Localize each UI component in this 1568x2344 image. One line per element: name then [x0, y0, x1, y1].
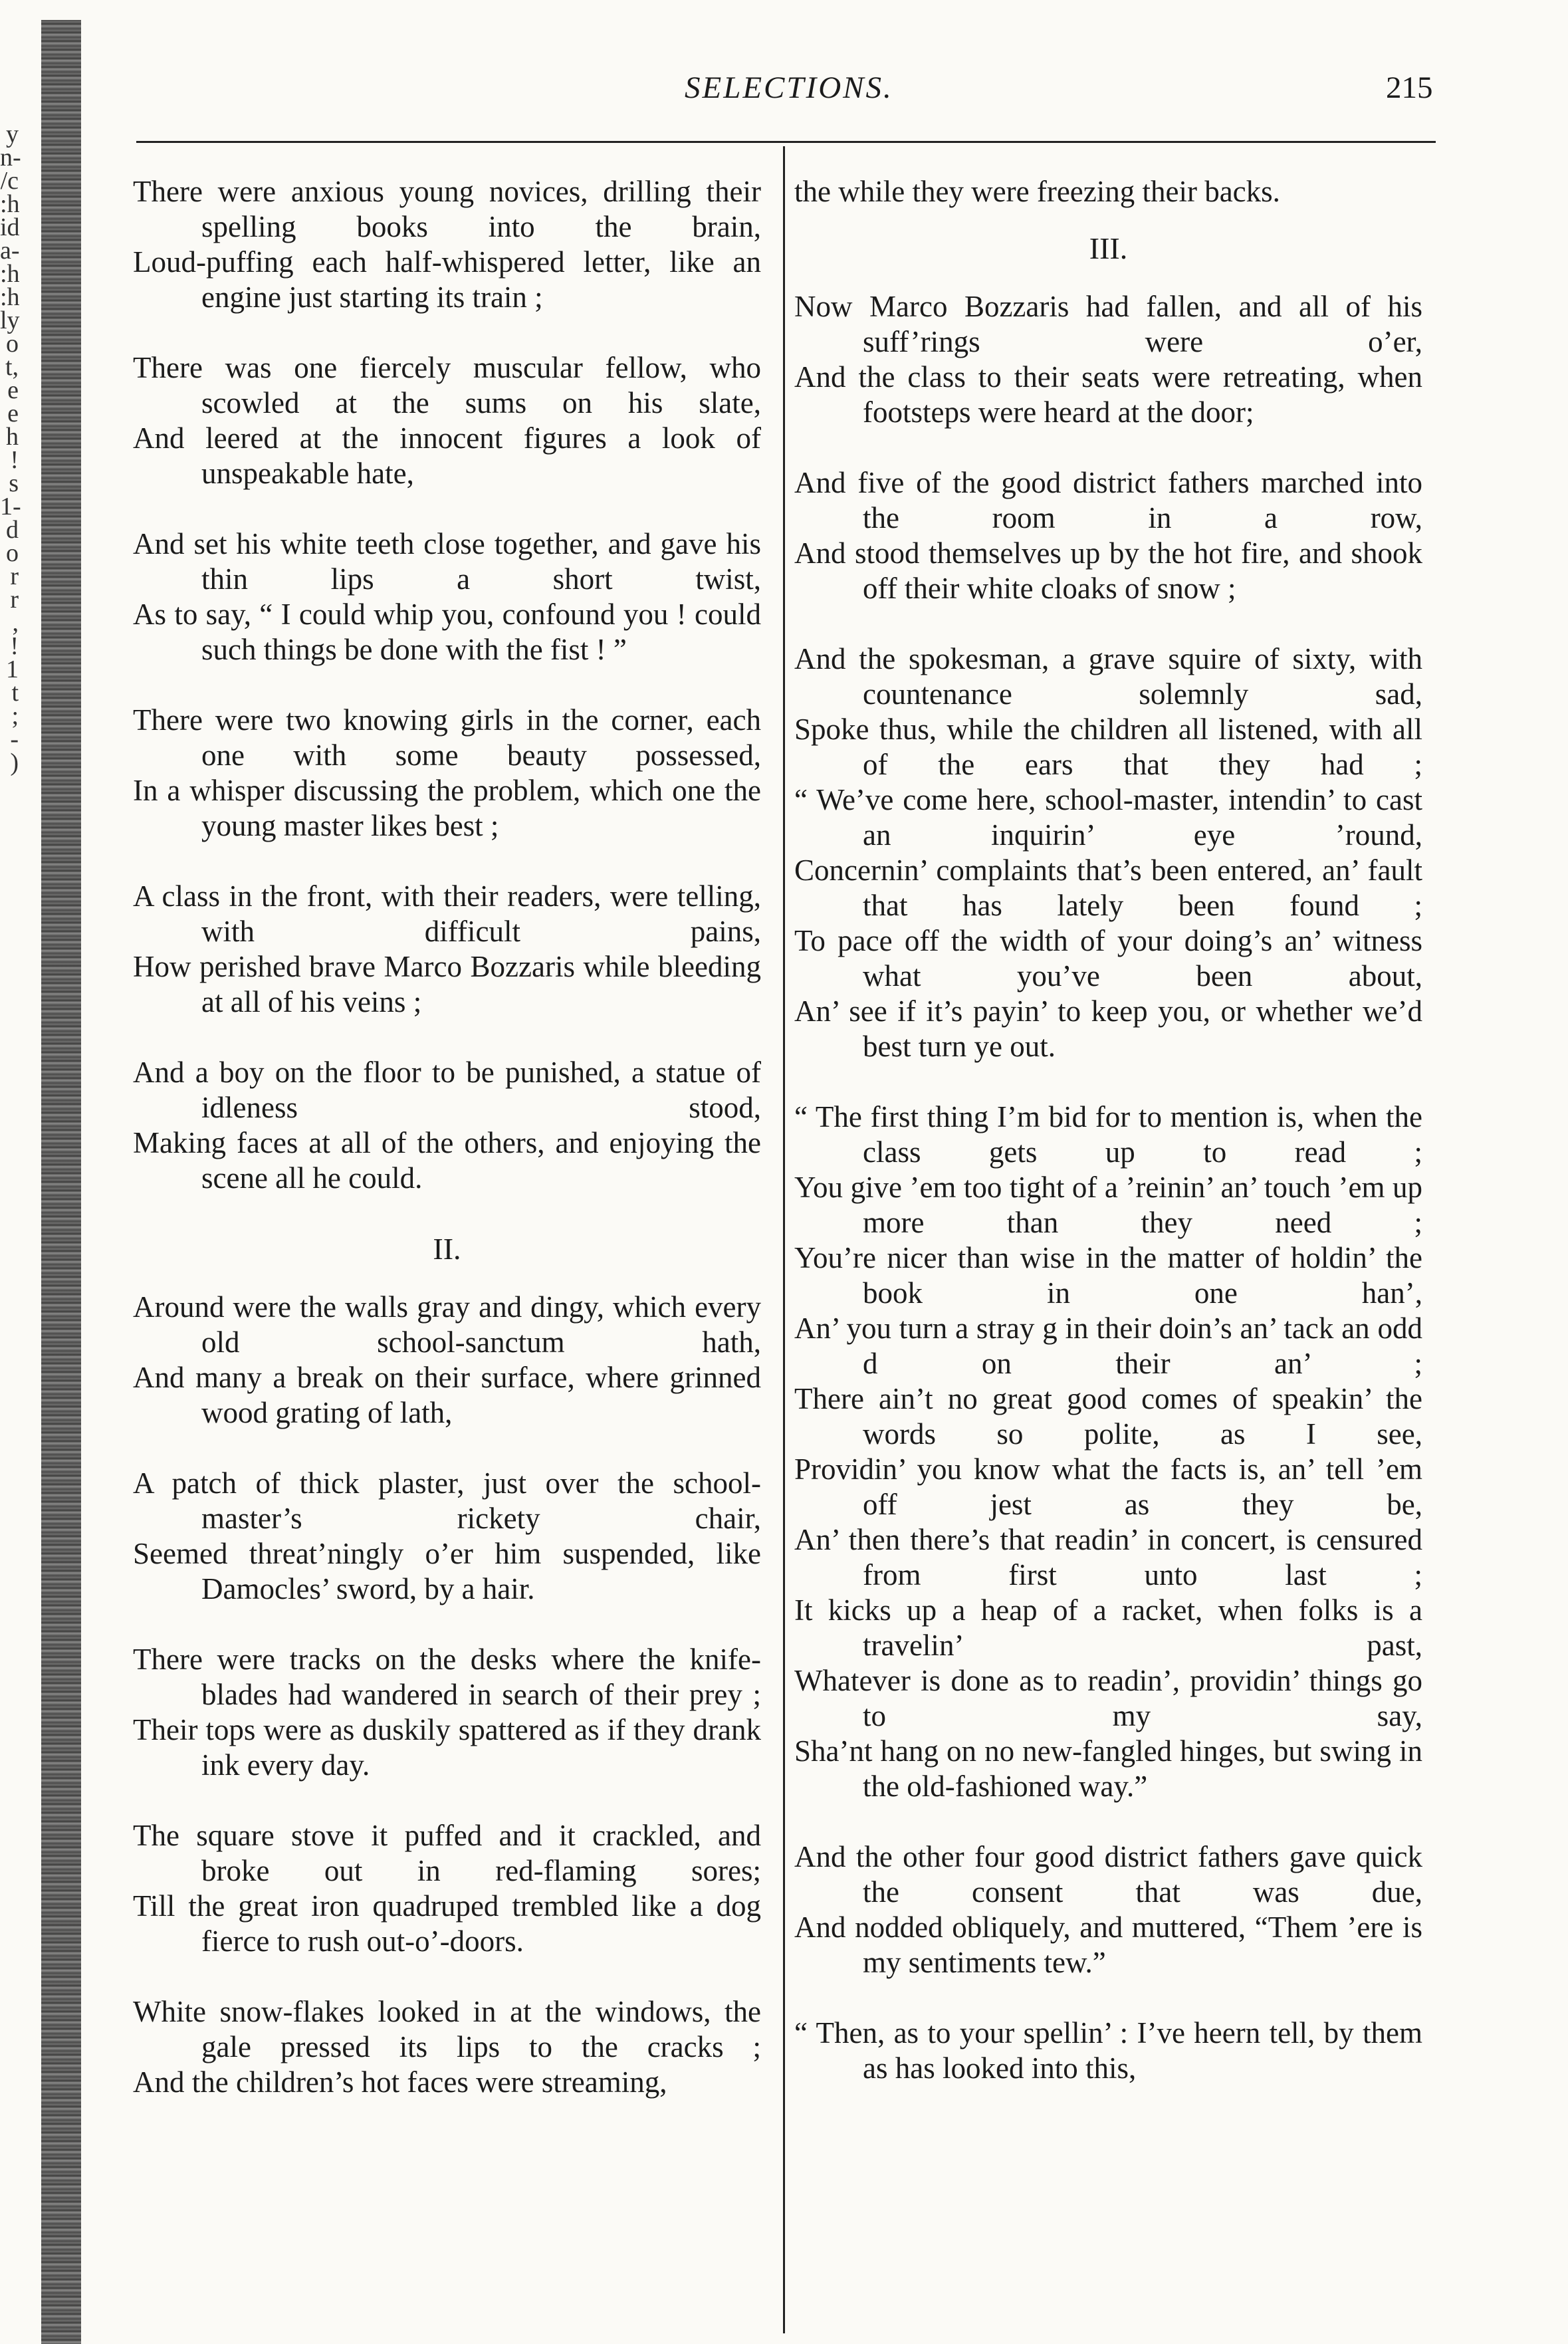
verse-line: To pace off the width of your doing’s an’ witness what you’ve been about,: [794, 924, 1422, 993]
running-head: SELECTIONS.: [685, 70, 893, 105]
section-heading-iii: III.: [1089, 231, 1128, 265]
left-stanza: [133, 174, 761, 315]
margin-fragment: r: [10, 586, 19, 614]
margin-fragment: :h: [0, 283, 20, 311]
margin-fragment: 1-: [0, 493, 21, 521]
verse-line: There ain’t no great good comes of speakin’ the words so polite, as I see,: [794, 1382, 1422, 1451]
margin-fragment: ): [10, 749, 19, 776]
left-stanza: [133, 350, 761, 491]
page-number: 215: [1386, 70, 1433, 105]
verse-line: Seemed threat’ningly o’er him suspended, like Damocles’ sword, by a hair.: [133, 1537, 761, 1605]
verse-line: And the spokesman, a grave squire of sixty, with countenance solemnly sad,: [794, 642, 1422, 711]
margin-fragment: r: [10, 562, 19, 590]
verse-line: Providin’ you know what the facts is, an’ tell ’em off jest as they be,: [794, 1453, 1422, 1521]
margin-fragment: n-: [0, 144, 21, 172]
margin-fragment: h: [6, 423, 19, 451]
margin-fragment: y: [6, 120, 19, 148]
margin-fragment: t,: [5, 353, 19, 381]
margin-fragment: -: [10, 725, 19, 753]
left-stanza: [133, 1290, 761, 1431]
verse-line: Concernin’ complaints that’s been entered, an’ fault that has lately been found ;: [794, 854, 1422, 922]
margin-fragment: d: [6, 516, 19, 544]
left-stanza: [133, 1994, 761, 2100]
verse-line: “ We’ve come here, school-master, intendin’ to cast an inquirin’ eye ’round,: [794, 783, 1422, 852]
verse-line: Making faces at all of the others, and enjoying the scene all he could.: [133, 1126, 761, 1195]
verse-line: An’ then there’s that readin’ in concert, is censured from first unto last ;: [794, 1523, 1422, 1591]
verse-line: And set his white teeth close together, and gave his thin lips a short twist,: [133, 527, 761, 596]
verse-line: And nodded obliquely, and muttered, “Them ’ere is my sentiments tew.”: [794, 1911, 1422, 1979]
right-stanza: [794, 465, 1422, 606]
verse-line: Whatever is done as to readin’, providin’ things go to my say,: [794, 1664, 1422, 1732]
verse-line: “ Then, as to your spellin’ : I’ve heern tell, by them as has looked into this,: [794, 2016, 1422, 2085]
verse-line: There were two knowing girls in the corner, each one with some beauty possessed,: [133, 703, 761, 772]
verse-line: Till the great iron quadruped trembled like a dog fierce to rush out-o’-doors.: [133, 1889, 761, 1958]
margin-fragment: a-: [0, 237, 20, 265]
section-heading-ii: II.: [433, 1232, 461, 1266]
verse-line: A class in the front, with their readers, were telling, with difficult pains,: [133, 879, 761, 948]
margin-fragment: o: [6, 330, 19, 358]
margin-fragment: /c: [0, 167, 19, 195]
verse-line: “ The first thing I’m bid for to mention is, when the class gets up to read ;: [794, 1100, 1422, 1169]
verse-line: Around were the walls gray and dingy, which every old school-sanctum hath,: [133, 1290, 761, 1359]
verse-line-continuation: the while they were freezing their backs.: [794, 175, 1280, 208]
verse-line: There were anxious young novices, drilling their spelling books into the brain,: [133, 175, 761, 243]
verse-line: Their tops were as duskily spattered as if they drank ink every day.: [133, 1713, 761, 1782]
verse-line: In a whisper discussing the problem, which one the young master likes best ;: [133, 774, 761, 842]
verse-line: And five of the good district fathers marched into the room in a row,: [794, 466, 1422, 534]
verse-line: And stood themselves up by the hot fire, and shook off their white cloaks of snow ;: [794, 536, 1422, 605]
verse-line: The square stove it puffed and it crackled, and broke out in red-flaming sores;: [133, 1819, 761, 1887]
margin-fragment: ;: [11, 702, 19, 730]
margin-fragment: !: [10, 446, 19, 474]
column-rule: [783, 146, 785, 2333]
right-stanza: [794, 2016, 1422, 2086]
verse-line: A patch of thick plaster, just over the school-master’s rickety chair,: [133, 1466, 761, 1535]
margin-fragment: o: [6, 539, 19, 567]
left-stanza: [133, 1466, 761, 1607]
left-stanza: [133, 879, 761, 1020]
verse-line: An’ you turn a stray g in their doin’s an’ tack an odd d on their an’ ;: [794, 1312, 1422, 1380]
verse-line: And the children’s hot faces were streaming,: [133, 2065, 667, 2099]
left-stanza: [133, 527, 761, 667]
margin-fragment: ,: [12, 609, 19, 637]
verse-line: White snow-flakes looked in at the windows, the gale pressed its lips to the cracks ;: [133, 1995, 761, 2063]
right-stanza: [794, 1839, 1422, 1980]
margin-fragment: :h: [0, 260, 20, 288]
margin-fragment: e: [7, 400, 19, 427]
right-stanza: [794, 1100, 1422, 1804]
facing-page-margin-text: [0, 120, 21, 776]
verse-line: An’ see if it’s payin’ to keep you, or whether we’d best turn ye out.: [794, 995, 1422, 1063]
verse-line: You give ’em too tight of a ’reinin’ an’ touch ’em up more than they need ;: [794, 1171, 1422, 1239]
verse-line: Spoke thus, while the children all listened, with all of the ears that they had ;: [794, 713, 1422, 781]
right-stanza: [794, 642, 1422, 1064]
verse-line: There was one fiercely muscular fellow, who scowled at the sums on his slate,: [133, 351, 761, 419]
margin-fragment: 1: [6, 655, 19, 683]
header-rule: [136, 141, 1436, 143]
verse-line: Now Marco Bozzaris had fallen, and all of his suff’rings were o’er,: [794, 290, 1422, 358]
margin-fragment: :h: [0, 190, 20, 218]
verse-line: How perished brave Marco Bozzaris while bleeding at all of his veins ;: [133, 950, 761, 1018]
verse-line: And a boy on the floor to be punished, a statue of idleness stood,: [133, 1056, 761, 1124]
margin-fragment: e: [7, 376, 19, 404]
margin-fragment: t: [11, 679, 19, 707]
verse-line: And the class to their seats were retreating, when footsteps were heard at the door;: [794, 360, 1422, 429]
verse-line: It kicks up a heap of a racket, when folks is a travelin’ past,: [794, 1593, 1422, 1662]
left-column: [133, 174, 761, 2135]
left-stanza: [133, 1055, 761, 1196]
verse-line: Loud-puffing each half-whispered letter, like an engine just starting its train ;: [133, 245, 761, 314]
verse-line: Sha’nt hang on no new-fangled hinges, but swing in the old-fashioned way.”: [794, 1734, 1422, 1803]
book-binding-edge: [41, 20, 81, 2344]
left-stanza: [133, 703, 761, 844]
margin-fragment: !: [10, 632, 19, 660]
margin-fragment: s: [9, 469, 19, 497]
verse-line: And leered at the innocent figures a look of unspeakable hate,: [133, 421, 761, 490]
verse-line: As to say, “ I could whip you, confound you ! could such things be done with the fist ! ”: [133, 598, 761, 666]
right-stanza: [794, 289, 1422, 430]
left-stanza: [133, 1642, 761, 1783]
right-column: [794, 174, 1422, 2121]
margin-fragment: id: [0, 213, 20, 241]
verse-line: And the other four good district fathers gave quick the consent that was due,: [794, 1840, 1422, 1909]
verse-line: And many a break on their surface, where grinned wood grating of lath,: [133, 1361, 761, 1429]
verse-line: There were tracks on the desks where the knife-blades had wandered in search of their prey ;: [133, 1643, 761, 1711]
margin-fragment: ly: [0, 306, 20, 334]
verse-line: You’re nicer than wise in the matter of holdin’ the book in one han’,: [794, 1241, 1422, 1310]
left-stanza: [133, 1818, 761, 1959]
